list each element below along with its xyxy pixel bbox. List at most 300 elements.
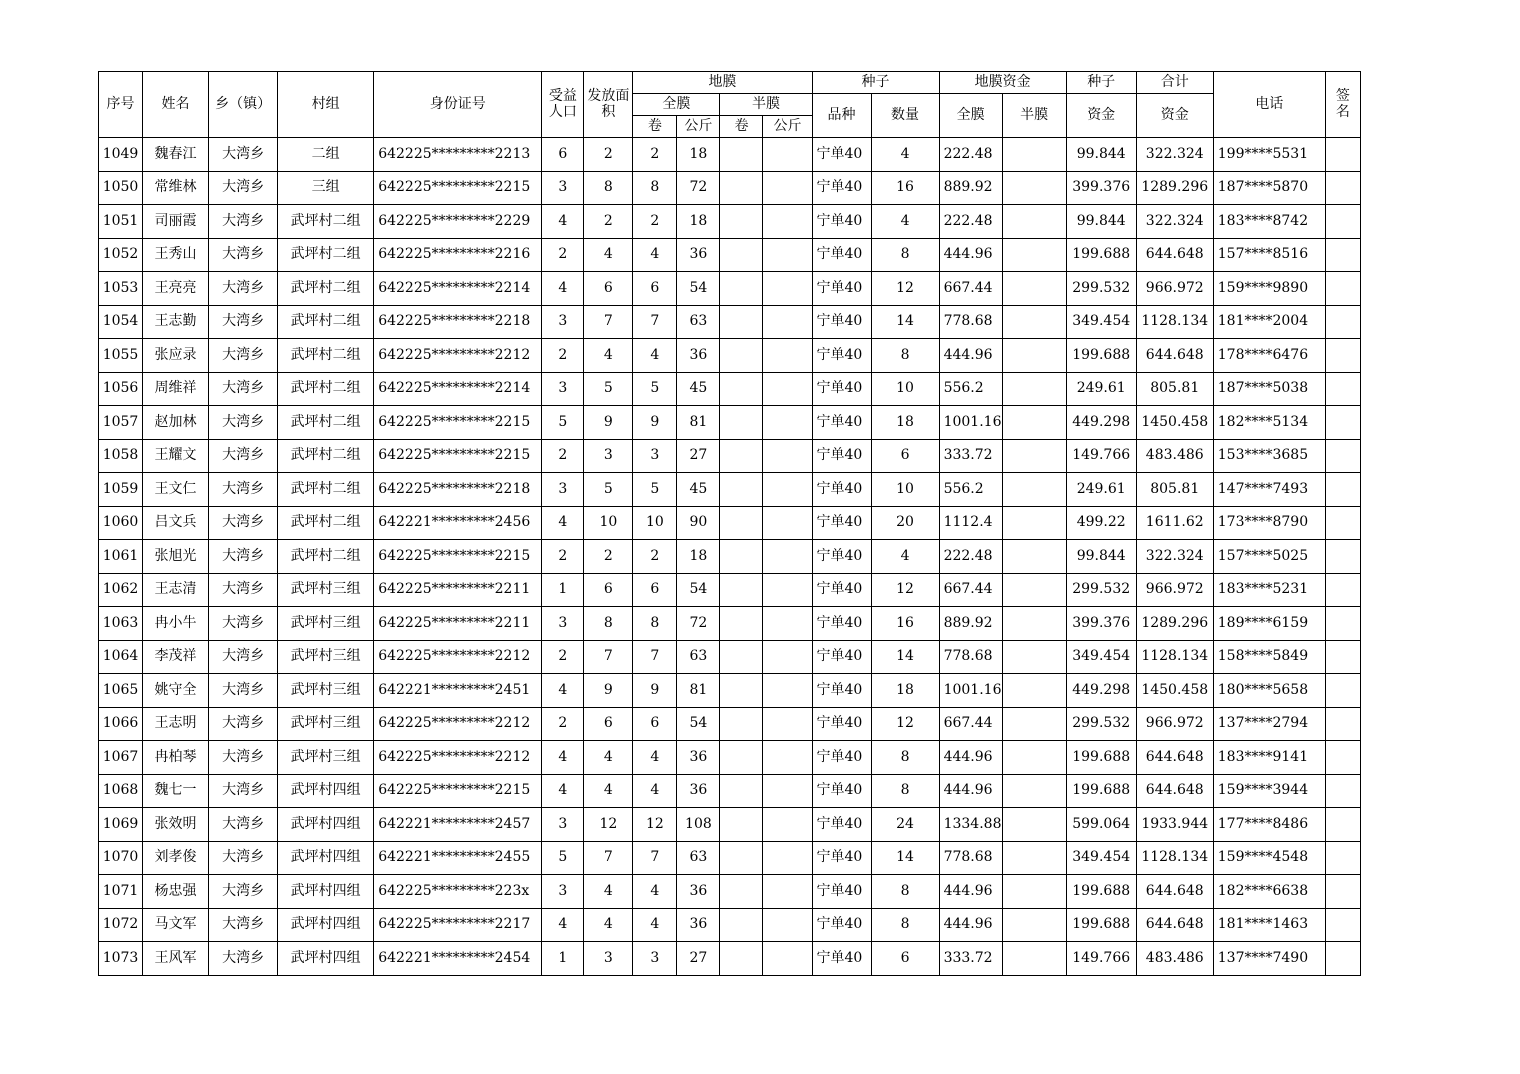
cell-beneficiaries: 1 [542,573,584,607]
cell-phone: 157****8516 [1213,238,1325,272]
cell-half-roll [720,607,763,641]
cell-area: 5 [584,473,633,507]
cell-township: 大湾乡 [209,774,278,808]
table-row [99,707,1361,741]
cell-full-kg: 36 [677,238,720,272]
cell-id: 642225*********2218 [374,473,542,507]
table-row [99,908,1361,942]
cell-film-fund-full: 556.2 [939,372,1002,406]
cell-beneficiaries: 6 [542,138,584,172]
cell-half-roll [720,674,763,708]
cell-id: 642221*********2456 [374,506,542,540]
cell-village: 武坪村二组 [278,406,374,440]
cell-half-kg [763,674,812,708]
cell-film-fund-full: 222.48 [939,205,1002,239]
cell-qty: 20 [871,506,939,540]
cell-seq: 1055 [99,339,143,373]
cell-qty: 24 [871,808,939,842]
cell-beneficiaries: 4 [542,205,584,239]
cell-beneficiaries: 4 [542,674,584,708]
cell-area: 2 [584,540,633,574]
cell-township: 大湾乡 [209,908,278,942]
cell-half-roll [720,540,763,574]
cell-film-fund-full: 333.72 [939,439,1002,473]
cell-full-kg: 45 [677,372,720,406]
cell-id: 642225*********2218 [374,305,542,339]
cell-beneficiaries: 2 [542,640,584,674]
cell-sign [1325,674,1360,708]
cell-full-roll: 3 [633,439,677,473]
cell-beneficiaries: 4 [542,741,584,775]
header-qty: 数量 [871,94,939,138]
cell-half-roll [720,808,763,842]
cell-seq: 1063 [99,607,143,641]
table-row [99,238,1361,272]
cell-township: 大湾乡 [209,439,278,473]
cell-full-kg: 63 [677,841,720,875]
header-phone: 电话 [1213,72,1325,138]
cell-variety: 宁单40 [812,439,871,473]
cell-film-fund-full: 444.96 [939,908,1002,942]
cell-seq: 1056 [99,372,143,406]
cell-phone: 187****5038 [1213,372,1325,406]
cell-film-fund-half [1002,372,1066,406]
cell-total-fund: 805.81 [1136,473,1213,507]
cell-sign [1325,908,1360,942]
cell-township: 大湾乡 [209,841,278,875]
cell-seq: 1069 [99,808,143,842]
cell-full-roll: 9 [633,674,677,708]
header-seq: 序号 [99,72,143,138]
cell-id: 642221*********2454 [374,942,542,976]
cell-full-roll: 4 [633,875,677,909]
table-row [99,305,1361,339]
table-row [99,540,1361,574]
cell-film-fund-full: 222.48 [939,540,1002,574]
cell-seq: 1060 [99,506,143,540]
cell-sign [1325,205,1360,239]
cell-variety: 宁单40 [812,674,871,708]
header-name: 姓名 [143,72,209,138]
cell-sign [1325,406,1360,440]
cell-seed-fund: 149.766 [1066,439,1136,473]
cell-full-kg: 45 [677,473,720,507]
cell-sign [1325,138,1360,172]
cell-total-fund: 483.486 [1136,439,1213,473]
cell-beneficiaries: 3 [542,171,584,205]
cell-sign [1325,774,1360,808]
cell-sign [1325,841,1360,875]
cell-qty: 16 [871,607,939,641]
cell-film-fund-full: 778.68 [939,640,1002,674]
cell-full-roll: 7 [633,841,677,875]
cell-total-fund: 644.648 [1136,238,1213,272]
cell-area: 4 [584,774,633,808]
cell-phone: 173****8790 [1213,506,1325,540]
cell-seq: 1066 [99,707,143,741]
cell-variety: 宁单40 [812,942,871,976]
cell-full-roll: 2 [633,138,677,172]
cell-name: 赵加林 [143,406,209,440]
cell-half-roll [720,272,763,306]
header-full-kg: 公斤 [677,116,720,138]
cell-township: 大湾乡 [209,707,278,741]
cell-id: 642221*********2455 [374,841,542,875]
cell-sign [1325,875,1360,909]
cell-phone: 153****3685 [1213,439,1325,473]
cell-sign [1325,640,1360,674]
cell-full-roll: 3 [633,942,677,976]
cell-seq: 1071 [99,875,143,909]
cell-full-kg: 54 [677,573,720,607]
header-area: 发放面积 [584,72,633,138]
cell-seq: 1073 [99,942,143,976]
cell-variety: 宁单40 [812,171,871,205]
cell-seed-fund: 299.532 [1066,573,1136,607]
cell-township: 大湾乡 [209,573,278,607]
cell-half-kg [763,439,812,473]
cell-film-fund-half [1002,942,1066,976]
cell-village: 武坪村三组 [278,741,374,775]
cell-township: 大湾乡 [209,640,278,674]
cell-film-fund-full: 778.68 [939,305,1002,339]
cell-variety: 宁单40 [812,540,871,574]
cell-village: 武坪村二组 [278,339,374,373]
cell-total-fund: 1289.296 [1136,607,1213,641]
cell-id: 642225*********2229 [374,205,542,239]
cell-half-roll [720,439,763,473]
cell-film-fund-half [1002,841,1066,875]
cell-full-roll: 4 [633,238,677,272]
cell-sign [1325,272,1360,306]
cell-township: 大湾乡 [209,741,278,775]
table-row [99,573,1361,607]
cell-id: 642225*********2212 [374,339,542,373]
cell-film-fund-half [1002,573,1066,607]
table-row [99,406,1361,440]
cell-seq: 1065 [99,674,143,708]
header-full-film: 全膜 [633,94,720,116]
cell-phone: 158****5849 [1213,640,1325,674]
cell-sign [1325,372,1360,406]
cell-film-fund-half [1002,205,1066,239]
cell-name: 张应录 [143,339,209,373]
cell-full-kg: 72 [677,171,720,205]
cell-id: 642225*********2215 [374,439,542,473]
cell-phone: 159****9890 [1213,272,1325,306]
cell-area: 6 [584,707,633,741]
cell-phone: 159****3944 [1213,774,1325,808]
cell-township: 大湾乡 [209,506,278,540]
cell-half-kg [763,171,812,205]
cell-seed-fund: 499.22 [1066,506,1136,540]
cell-full-roll: 7 [633,640,677,674]
cell-village: 武坪村二组 [278,305,374,339]
cell-half-kg [763,573,812,607]
cell-variety: 宁单40 [812,741,871,775]
cell-full-kg: 63 [677,305,720,339]
cell-area: 9 [584,406,633,440]
table-row [99,774,1361,808]
header-id: 身份证号 [374,72,542,138]
cell-qty: 16 [871,171,939,205]
cell-township: 大湾乡 [209,339,278,373]
cell-id: 642225*********2215 [374,540,542,574]
cell-variety: 宁单40 [812,406,871,440]
cell-name: 刘孝俊 [143,841,209,875]
cell-total-fund: 644.648 [1136,774,1213,808]
cell-phone: 137****2794 [1213,707,1325,741]
cell-area: 3 [584,942,633,976]
cell-sign [1325,305,1360,339]
cell-seq: 1049 [99,138,143,172]
cell-area: 12 [584,808,633,842]
cell-area: 6 [584,573,633,607]
cell-seed-fund: 349.454 [1066,640,1136,674]
cell-film-fund-half [1002,506,1066,540]
cell-half-roll [720,238,763,272]
cell-variety: 宁单40 [812,607,871,641]
cell-half-roll [720,372,763,406]
cell-sign [1325,573,1360,607]
cell-variety: 宁单40 [812,908,871,942]
cell-seed-fund: 199.688 [1066,238,1136,272]
cell-seed-fund: 299.532 [1066,272,1136,306]
cell-seq: 1050 [99,171,143,205]
cell-qty: 18 [871,406,939,440]
cell-film-fund-half [1002,473,1066,507]
cell-qty: 8 [871,774,939,808]
cell-seq: 1052 [99,238,143,272]
cell-film-fund-full: 444.96 [939,741,1002,775]
cell-full-roll: 4 [633,339,677,373]
cell-film-fund-full: 1001.16 [939,406,1002,440]
cell-seed-fund: 99.844 [1066,138,1136,172]
header-film: 地膜 [633,72,812,94]
cell-name: 冉小牛 [143,607,209,641]
cell-film-fund-full: 778.68 [939,841,1002,875]
cell-id: 642225*********2217 [374,908,542,942]
cell-id: 642225*********2214 [374,372,542,406]
cell-area: 5 [584,372,633,406]
cell-variety: 宁单40 [812,841,871,875]
cell-id: 642225*********2212 [374,707,542,741]
cell-name: 李茂祥 [143,640,209,674]
table-row [99,841,1361,875]
cell-sign [1325,808,1360,842]
cell-area: 7 [584,640,633,674]
cell-phone: 178****6476 [1213,339,1325,373]
cell-half-kg [763,473,812,507]
cell-id: 642225*********2215 [374,171,542,205]
cell-half-roll [720,841,763,875]
cell-name: 王风军 [143,942,209,976]
cell-township: 大湾乡 [209,607,278,641]
cell-id: 642221*********2451 [374,674,542,708]
cell-phone: 180****5658 [1213,674,1325,708]
cell-film-fund-full: 444.96 [939,339,1002,373]
cell-qty: 4 [871,205,939,239]
cell-beneficiaries: 2 [542,339,584,373]
cell-area: 2 [584,138,633,172]
cell-film-fund-half [1002,875,1066,909]
header-half-film: 半膜 [720,94,812,116]
cell-qty: 10 [871,473,939,507]
cell-beneficiaries: 1 [542,942,584,976]
cell-qty: 8 [871,741,939,775]
cell-half-kg [763,339,812,373]
table-header [99,72,1361,138]
cell-id: 642225*********223x [374,875,542,909]
distribution-table [98,71,1361,976]
header-half-roll: 卷 [720,116,763,138]
header-township: 乡（镇） [209,72,278,138]
cell-name: 张旭光 [143,540,209,574]
cell-qty: 4 [871,138,939,172]
header-sign: 签名 [1325,72,1360,138]
cell-seed-fund: 349.454 [1066,305,1136,339]
cell-qty: 6 [871,439,939,473]
cell-qty: 14 [871,841,939,875]
cell-film-fund-full: 889.92 [939,171,1002,205]
cell-full-roll: 6 [633,707,677,741]
cell-village: 武坪村三组 [278,640,374,674]
cell-beneficiaries: 4 [542,908,584,942]
cell-half-roll [720,406,763,440]
cell-village: 武坪村四组 [278,942,374,976]
table-row [99,205,1361,239]
cell-half-kg [763,540,812,574]
cell-seed-fund: 149.766 [1066,942,1136,976]
cell-full-roll: 5 [633,473,677,507]
cell-variety: 宁单40 [812,875,871,909]
cell-half-kg [763,506,812,540]
cell-half-kg [763,406,812,440]
cell-film-fund-half [1002,674,1066,708]
cell-sign [1325,607,1360,641]
cell-half-roll [720,774,763,808]
cell-film-fund-half [1002,272,1066,306]
cell-full-kg: 36 [677,339,720,373]
cell-film-fund-half [1002,406,1066,440]
header-beneficiaries: 受益人口 [542,72,584,138]
header-total-bottom: 资金 [1136,94,1213,138]
cell-village: 武坪村三组 [278,573,374,607]
cell-half-kg [763,238,812,272]
cell-half-roll [720,205,763,239]
cell-film-fund-half [1002,640,1066,674]
cell-beneficiaries: 2 [542,439,584,473]
cell-film-fund-full: 1001.16 [939,674,1002,708]
cell-beneficiaries: 4 [542,506,584,540]
cell-village: 武坪村二组 [278,205,374,239]
cell-seed-fund: 199.688 [1066,875,1136,909]
cell-variety: 宁单40 [812,372,871,406]
cell-area: 4 [584,875,633,909]
cell-area: 4 [584,339,633,373]
cell-seq: 1062 [99,573,143,607]
cell-village: 武坪村四组 [278,808,374,842]
cell-phone: 183****8742 [1213,205,1325,239]
cell-film-fund-half [1002,908,1066,942]
table-row [99,741,1361,775]
cell-half-kg [763,841,812,875]
cell-sign [1325,171,1360,205]
cell-variety: 宁单40 [812,205,871,239]
table-row [99,640,1361,674]
cell-film-fund-half [1002,339,1066,373]
cell-sign [1325,238,1360,272]
cell-total-fund: 322.324 [1136,138,1213,172]
cell-full-roll: 7 [633,305,677,339]
cell-beneficiaries: 4 [542,272,584,306]
cell-total-fund: 1128.134 [1136,640,1213,674]
cell-half-kg [763,707,812,741]
cell-qty: 12 [871,707,939,741]
cell-seq: 1054 [99,305,143,339]
cell-half-roll [720,506,763,540]
cell-total-fund: 966.972 [1136,573,1213,607]
cell-film-fund-full: 556.2 [939,473,1002,507]
cell-phone: 189****6159 [1213,607,1325,641]
cell-village: 武坪村四组 [278,774,374,808]
cell-total-fund: 966.972 [1136,707,1213,741]
cell-name: 常维林 [143,171,209,205]
cell-qty: 14 [871,305,939,339]
cell-township: 大湾乡 [209,138,278,172]
cell-area: 4 [584,741,633,775]
cell-village: 武坪村二组 [278,473,374,507]
cell-name: 王耀文 [143,439,209,473]
header-seed: 种子 [812,72,939,94]
cell-id: 642225*********2211 [374,573,542,607]
cell-phone: 182****5134 [1213,406,1325,440]
cell-total-fund: 1128.134 [1136,305,1213,339]
cell-full-kg: 36 [677,774,720,808]
cell-village: 二组 [278,138,374,172]
table-row [99,875,1361,909]
table-row [99,506,1361,540]
cell-full-roll: 9 [633,406,677,440]
cell-seq: 1067 [99,741,143,775]
cell-film-fund-full: 889.92 [939,607,1002,641]
cell-full-roll: 6 [633,272,677,306]
cell-film-fund-half [1002,439,1066,473]
cell-film-fund-full: 667.44 [939,707,1002,741]
cell-film-fund-half [1002,607,1066,641]
cell-id: 642225*********2214 [374,272,542,306]
header-fund-half: 半膜 [1002,94,1066,138]
cell-total-fund: 1450.458 [1136,406,1213,440]
cell-name: 王亮亮 [143,272,209,306]
table-row [99,372,1361,406]
cell-total-fund: 1289.296 [1136,171,1213,205]
cell-village: 武坪村三组 [278,674,374,708]
cell-name: 魏春江 [143,138,209,172]
cell-name: 周维祥 [143,372,209,406]
cell-beneficiaries: 3 [542,372,584,406]
cell-village: 武坪村二组 [278,272,374,306]
cell-seq: 1053 [99,272,143,306]
cell-qty: 12 [871,573,939,607]
cell-seq: 1064 [99,640,143,674]
cell-full-kg: 36 [677,741,720,775]
cell-qty: 8 [871,238,939,272]
table-row [99,439,1361,473]
cell-total-fund: 483.486 [1136,942,1213,976]
cell-variety: 宁单40 [812,707,871,741]
cell-id: 642221*********2457 [374,808,542,842]
